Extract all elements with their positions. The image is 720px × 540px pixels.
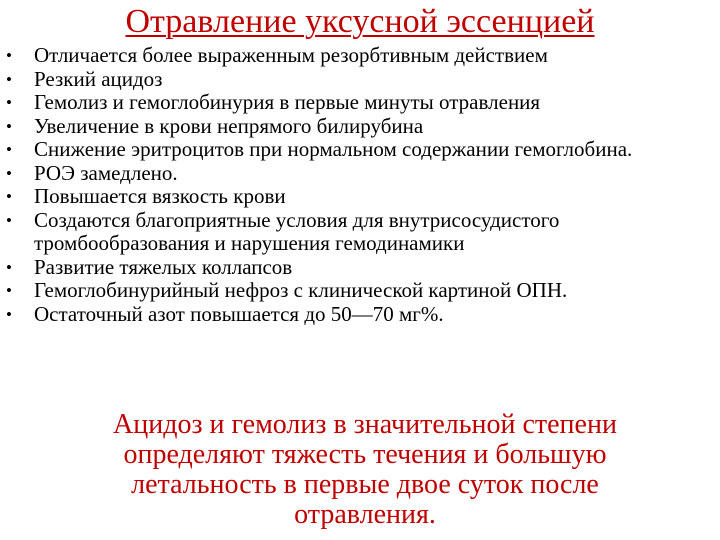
bullet-text: Развитие тяжелых коллапсов	[34, 254, 293, 279]
bullet-text: Создаются благоприятные условия для внутрисосудистого тромбообразования и нарушения гемодинамики	[34, 207, 560, 255]
bullet-icon: •	[6, 46, 12, 65]
bullet-item	[6, 209, 706, 256]
bullet-icon: •	[6, 116, 12, 136]
bullet-text: Увеличение в крови непрямого билирубина	[34, 113, 424, 138]
bullet-text: Отличается более выраженным резорбтивным действием	[34, 43, 548, 67]
bullet-icon: •	[6, 210, 12, 230]
bullet-item	[6, 68, 706, 92]
bullet-item	[6, 162, 706, 186]
bullet-text: Повышается вязкость крови	[34, 184, 286, 208]
bullet-icon: •	[6, 93, 12, 112]
bullet-icon: •	[6, 140, 12, 159]
bullet-item	[6, 256, 706, 280]
bullet-item	[6, 44, 706, 68]
bullet-list	[6, 44, 706, 326]
bullet-item	[6, 138, 706, 162]
conclusion-text	[40, 410, 690, 530]
conclusion-line: определяют тяжесть течения и большую	[123, 439, 607, 470]
bullet-item	[6, 303, 706, 327]
bullet-icon: •	[6, 163, 12, 183]
bullet-item	[6, 185, 706, 209]
bullet-icon: •	[6, 304, 12, 324]
bullet-text: Гемоглобинурийный нефроз с клинической картиной ОПН.	[34, 278, 568, 302]
bullet-icon: •	[6, 281, 12, 300]
bullet-text: Остаточный азот повышается до 50—70 мг%.	[34, 301, 444, 326]
conclusion-line: отравления.	[294, 499, 436, 530]
conclusion-line: Ацидоз и гемолиз в значительной степени	[113, 409, 617, 440]
bullet-item	[6, 279, 706, 303]
bullet-text: Снижение эритроцитов при нормальном содержании гемоглобина.	[34, 137, 633, 161]
bullet-item	[6, 91, 706, 115]
bullet-icon: •	[6, 69, 12, 89]
bullet-icon: •	[6, 187, 12, 206]
slide-title: Отравление уксусной эссенцией	[125, 3, 595, 40]
bullet-text: Гемолиз и гемоглобинурия в первые минуты отравления	[34, 90, 541, 114]
conclusion-line: летальность в первые двое суток после	[131, 469, 599, 500]
bullet-text: Резкий ацидоз	[34, 66, 163, 91]
bullet-icon: •	[6, 257, 12, 277]
bullet-item	[6, 115, 706, 139]
bullet-text: РОЭ замедлено.	[34, 160, 178, 185]
